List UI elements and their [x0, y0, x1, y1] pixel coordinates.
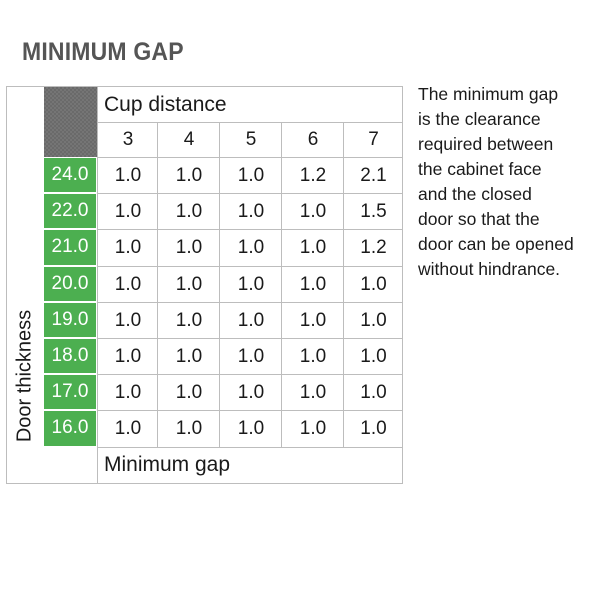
column-header-7: 7 [368, 129, 379, 150]
table-cell: 1.0 [237, 165, 265, 186]
grid-line [98, 410, 403, 411]
table-cell: 1.0 [114, 382, 142, 404]
table-cell: 1.0 [360, 273, 387, 295]
table-cell: 1.0 [299, 346, 327, 367]
table-cell: 1.0 [299, 309, 327, 331]
table-cell: 1.0 [175, 273, 203, 295]
table-cell: 1.0 [237, 237, 265, 259]
door-thickness-label: Door thickness [13, 309, 36, 443]
column-header-4: 4 [183, 129, 195, 150]
description-text: The minimum gap is the clearance required between the cabinet face and the closed door so that the door can be opened without hindrance. [418, 84, 574, 279]
row-header-24.0: 24.0 [44, 158, 96, 192]
table-cell: 1.0 [237, 418, 265, 440]
table-cell: 1.0 [237, 201, 265, 223]
row-header-19.0: 19.0 [44, 303, 96, 337]
table-cell: 1.0 [299, 382, 327, 404]
table-cell: 1.0 [114, 237, 142, 259]
grid-line [157, 123, 158, 447]
column-header-6: 6 [307, 129, 319, 150]
table-cell: 1.0 [114, 273, 142, 295]
table-cell: 1.0 [360, 382, 387, 404]
row-header-22.0: 22.0 [44, 194, 96, 228]
column-header-5: 5 [245, 129, 257, 150]
table-cell: 1.0 [299, 201, 327, 223]
table-cell: 1.0 [114, 201, 142, 223]
table-cell: 1.5 [360, 201, 387, 223]
row-header-18.0: 18.0 [44, 339, 96, 373]
table-cell: 1.0 [299, 273, 327, 295]
table-cell: 1.0 [237, 309, 265, 331]
table-cell: 1.2 [360, 237, 387, 259]
table-cell: 1.0 [114, 418, 142, 440]
column-header-3: 3 [122, 129, 134, 150]
row-header-16.0: 16.0 [44, 411, 96, 445]
grid-line [98, 302, 403, 303]
table-cell: 1.0 [360, 309, 387, 331]
page-title: MINIMUM GAP [22, 38, 184, 66]
table-cell: 1.0 [175, 165, 203, 186]
grid-line [343, 123, 344, 447]
table-cell: 1.0 [237, 273, 265, 295]
table-cell: 1.0 [360, 418, 387, 440]
table-cell: 1.0 [360, 346, 387, 367]
grid-line [281, 123, 282, 447]
table-cell: 1.0 [237, 382, 265, 404]
door-thickness-label-wrap [6, 268, 44, 484]
table-cell: 1.0 [175, 382, 203, 404]
grid-line [98, 157, 403, 158]
table-cell: 1.0 [114, 346, 142, 367]
grid-line [98, 193, 403, 194]
row-header-21.0: 21.0 [44, 230, 96, 264]
grid-line [98, 266, 403, 267]
grid-line [98, 374, 403, 375]
table-cell: 1.0 [299, 237, 327, 259]
table-cell: 1.0 [175, 346, 203, 367]
table-corner [44, 87, 97, 157]
grid-line [98, 229, 403, 230]
table-cell: 1.0 [114, 165, 142, 186]
table-cell: 1.0 [299, 418, 327, 440]
table-cell: 2.1 [360, 165, 387, 186]
table-cell: 1.0 [175, 418, 203, 440]
row-header-17.0: 17.0 [44, 375, 96, 409]
table-cell: 1.0 [175, 309, 203, 331]
grid-line [98, 338, 403, 339]
cup-distance-header: Cup distance [104, 93, 227, 116]
table-cell: 1.0 [175, 237, 203, 259]
grid-line [97, 87, 98, 484]
table-cell: 1.0 [237, 346, 265, 367]
row-header-20.0: 20.0 [44, 267, 96, 301]
grid-line [219, 123, 220, 447]
grid-line [98, 122, 403, 123]
table-cell: 1.0 [175, 201, 203, 223]
table-cell: 1.2 [299, 165, 327, 186]
minimum-gap-label: Minimum gap [104, 452, 231, 476]
table-cell: 1.0 [114, 309, 142, 331]
